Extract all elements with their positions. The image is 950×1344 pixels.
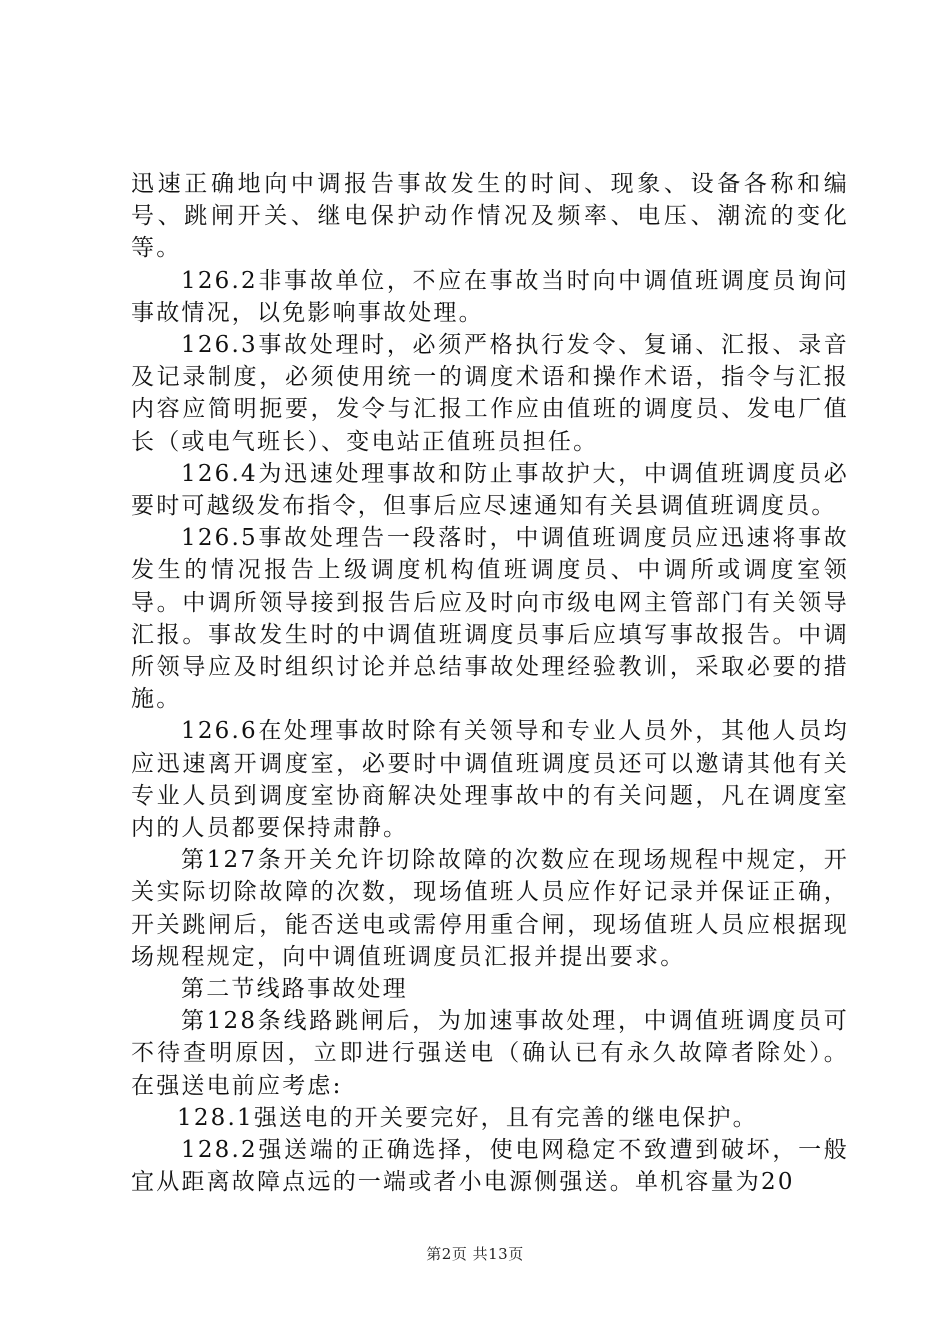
paragraph-126-5: 126.5事故处理告一段落时，中调值班调度员应迅速将事故发生的情况报告上级调度机构值班调度员、中调所或调度室领导。中调所领导接到报告后应及时向市级电网主管部门有关领导汇报。事故发生时的中调值班调度员事后应填写事故报告。中调所领导应及时组织讨论并总结事故处理经验教训，采取必要的措施。	[131, 525, 849, 713]
paragraph-article-127: 第127条开关允许切除故障的次数应在现场规程中规定，开关实际切除故障的次数，现场值班人员应作好记录并保证正确，开关跳闸后，能否送电或需停用重合闸，现场值班人员应根据现场规程规定，向中调值班调度员汇报并提出要求。	[131, 847, 849, 970]
paragraph-126-2: 126.2非事故单位，不应在事故当时向中调值班调度员询问事故情况，以免影响事故处理。	[131, 267, 849, 326]
paragraph-126-4: 126.4为迅速处理事故和防止事故护大，中调值班调度员必要时可越级发布指令，但事后应尽速通知有关县调值班调度员。	[131, 460, 849, 520]
section-heading-line-faults: 第二节线路事故处理	[181, 976, 408, 1003]
paragraph-article-128: 第128条线路跳闸后，为加速事故处理，中调值班调度员可不待查明原因，立即进行强送电（确认已有永久故障者除处）。在强送电前应考虑:	[131, 1008, 849, 1099]
paragraph-continuation: 迅速正确地向中调报告事故发生的时间、现象、设备各称和编号、跳闸开关、继电保护动作情况及频率、电压、潮流的变化等。	[131, 171, 849, 262]
page-number-footer: 第2页 共13页	[426, 1245, 524, 1263]
paragraph-126-6: 126.6在处理事故时除有关领导和专业人员外，其他人员均应迅速离开调度室，必要时中调值班调度员还可以邀请其他有关专业人员到调度室协商解决处理事故中的有关问题，凡在调度室内的人员都要保持肃静。	[131, 718, 849, 842]
paragraph-128-2: 128.2强送端的正确选择，使电网稳定不致遭到破坏，一般宜从距离故障点远的一端或者小电源侧强送。单机容量为20	[131, 1137, 849, 1196]
paragraph-126-3: 126.3事故处理时，必须严格执行发令、复诵、汇报、录音及记录制度，必须使用统一的调度术语和操作术语，指令与汇报内容应简明扼要，发令与汇报工作应由值班的调度员、发电厂值长（或电气班长）、变电站正值班员担任。	[131, 332, 849, 455]
paragraph-128-1: 128.1强送电的开关要完好，且有完善的继电保护。	[177, 1104, 758, 1131]
document-body	[131, 168, 849, 1199]
